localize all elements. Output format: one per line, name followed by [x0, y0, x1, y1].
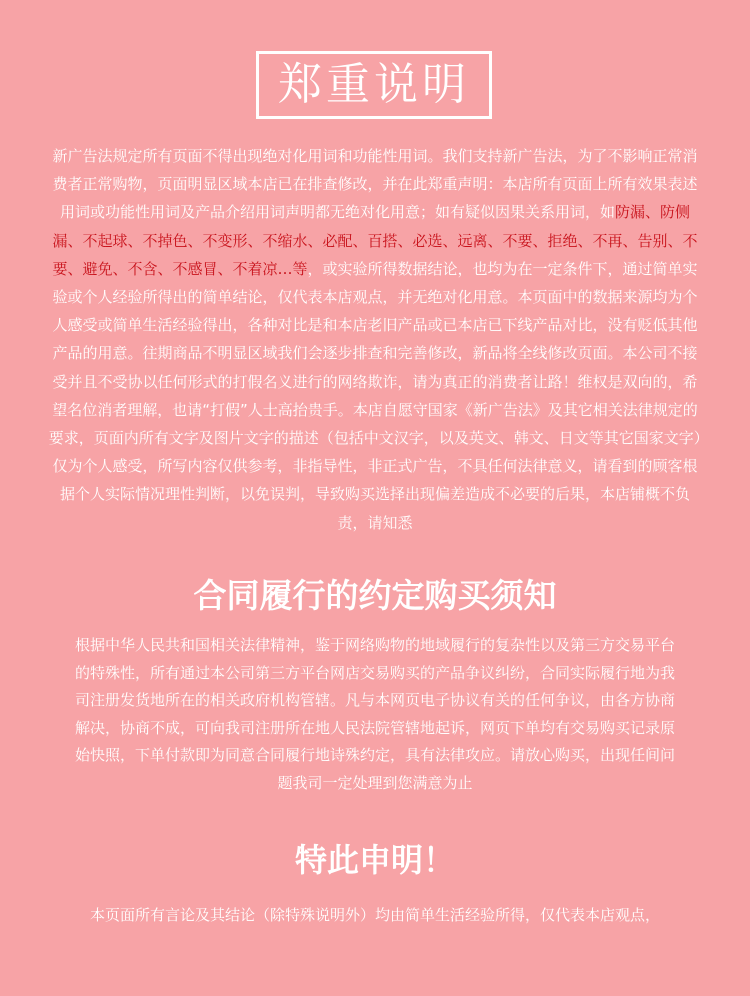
notice-paragraph — [46, 142, 704, 537]
statement-paragraph: 本页面所有言论及其结论（除特殊说明外）均由简单生活经验所得，仅代表本店观点， — [89, 906, 660, 924]
notice-title: 郑重说明 — [278, 59, 470, 110]
notice-title-box — [256, 51, 492, 119]
notice-banned-words: 防漏、防侧漏、不起球、不掉色、不变形、不缩水、必配、百搭、必选、远离、不要、拒绝、不再、告别、不要、避免、不含、不感冒、不着凉…等 — [52, 203, 698, 278]
notice-text-part1: 新广告法规定所有页面不得出现绝对化用词和功能性用词。我们支持新广告法，为了不影响正常消费者正常购物，页面明显区域本店已在排查修改，并在此郑重声明：本店所有页面上所有效果表述用词或功能性用词及产品介绍用词声明都无绝对化用意；如有疑似因果关系用词，如 — [52, 147, 698, 222]
notice-text-part2: ，或实验所得数据结论，也均为在一定条件下，通过简单实验或个人经验所得出的简单结论，仅代表本店观点，并无绝对化用意。本页面中的数据来源均为个人感受或简单生活经验得出，各种对比是和本店老旧产品或已本店已下线产品对比，没有贬低其他产品的用意。往期商品不明显区域我们会逐步排查和完善修改，新品将全线修改页面。本公司不接受并且不受协以任何形式的打假名义进行的网络欺诈，请为真正的消费者让路！维权是双向的，希望名位消者理解，也请“打假”人士高抬贵手。本店自愿守国家《新广告法》及其它相关法律规定的要求，页面内所有文字及图片文字的描述（包括中文汉字，以及英文、韩文、日文等其它国家文字）仅为个人感受，所写内容仅供参考，非指导性，非正式广告，不具任何法律意义，请看到的顾客根据个人实际情况理性判断，以免误判，导致购买选择出现偏差造成不必要的后果，本店铺概不负责，请知悉 — [48, 259, 702, 532]
statement-title: 特此申明！ — [294, 841, 455, 879]
contract-title: 合同履行的约定购买须知 — [193, 576, 557, 615]
contract-paragraph: 根据中华人民共和国相关法律精神，鉴于网络购物的地域履行的复杂性以及第三方交易平台的特殊性，所有通过本公司第三方平台网店交易购买的产品争议纠纷，合同实际履行地为我司注册发货地所在的相关政府机构管辖。凡与本网页电子协议有关的任何争议，由各方协商解决，协商不成，可向我司注册所在地人民法院管辖地起诉，网页下单均有交易购买记录原始快照，下单付款即为同意合同履行地诗殊约定，具有法律攻应。请放心购买，出现任间问题我司一定处理到您满意为止 — [74, 636, 675, 792]
